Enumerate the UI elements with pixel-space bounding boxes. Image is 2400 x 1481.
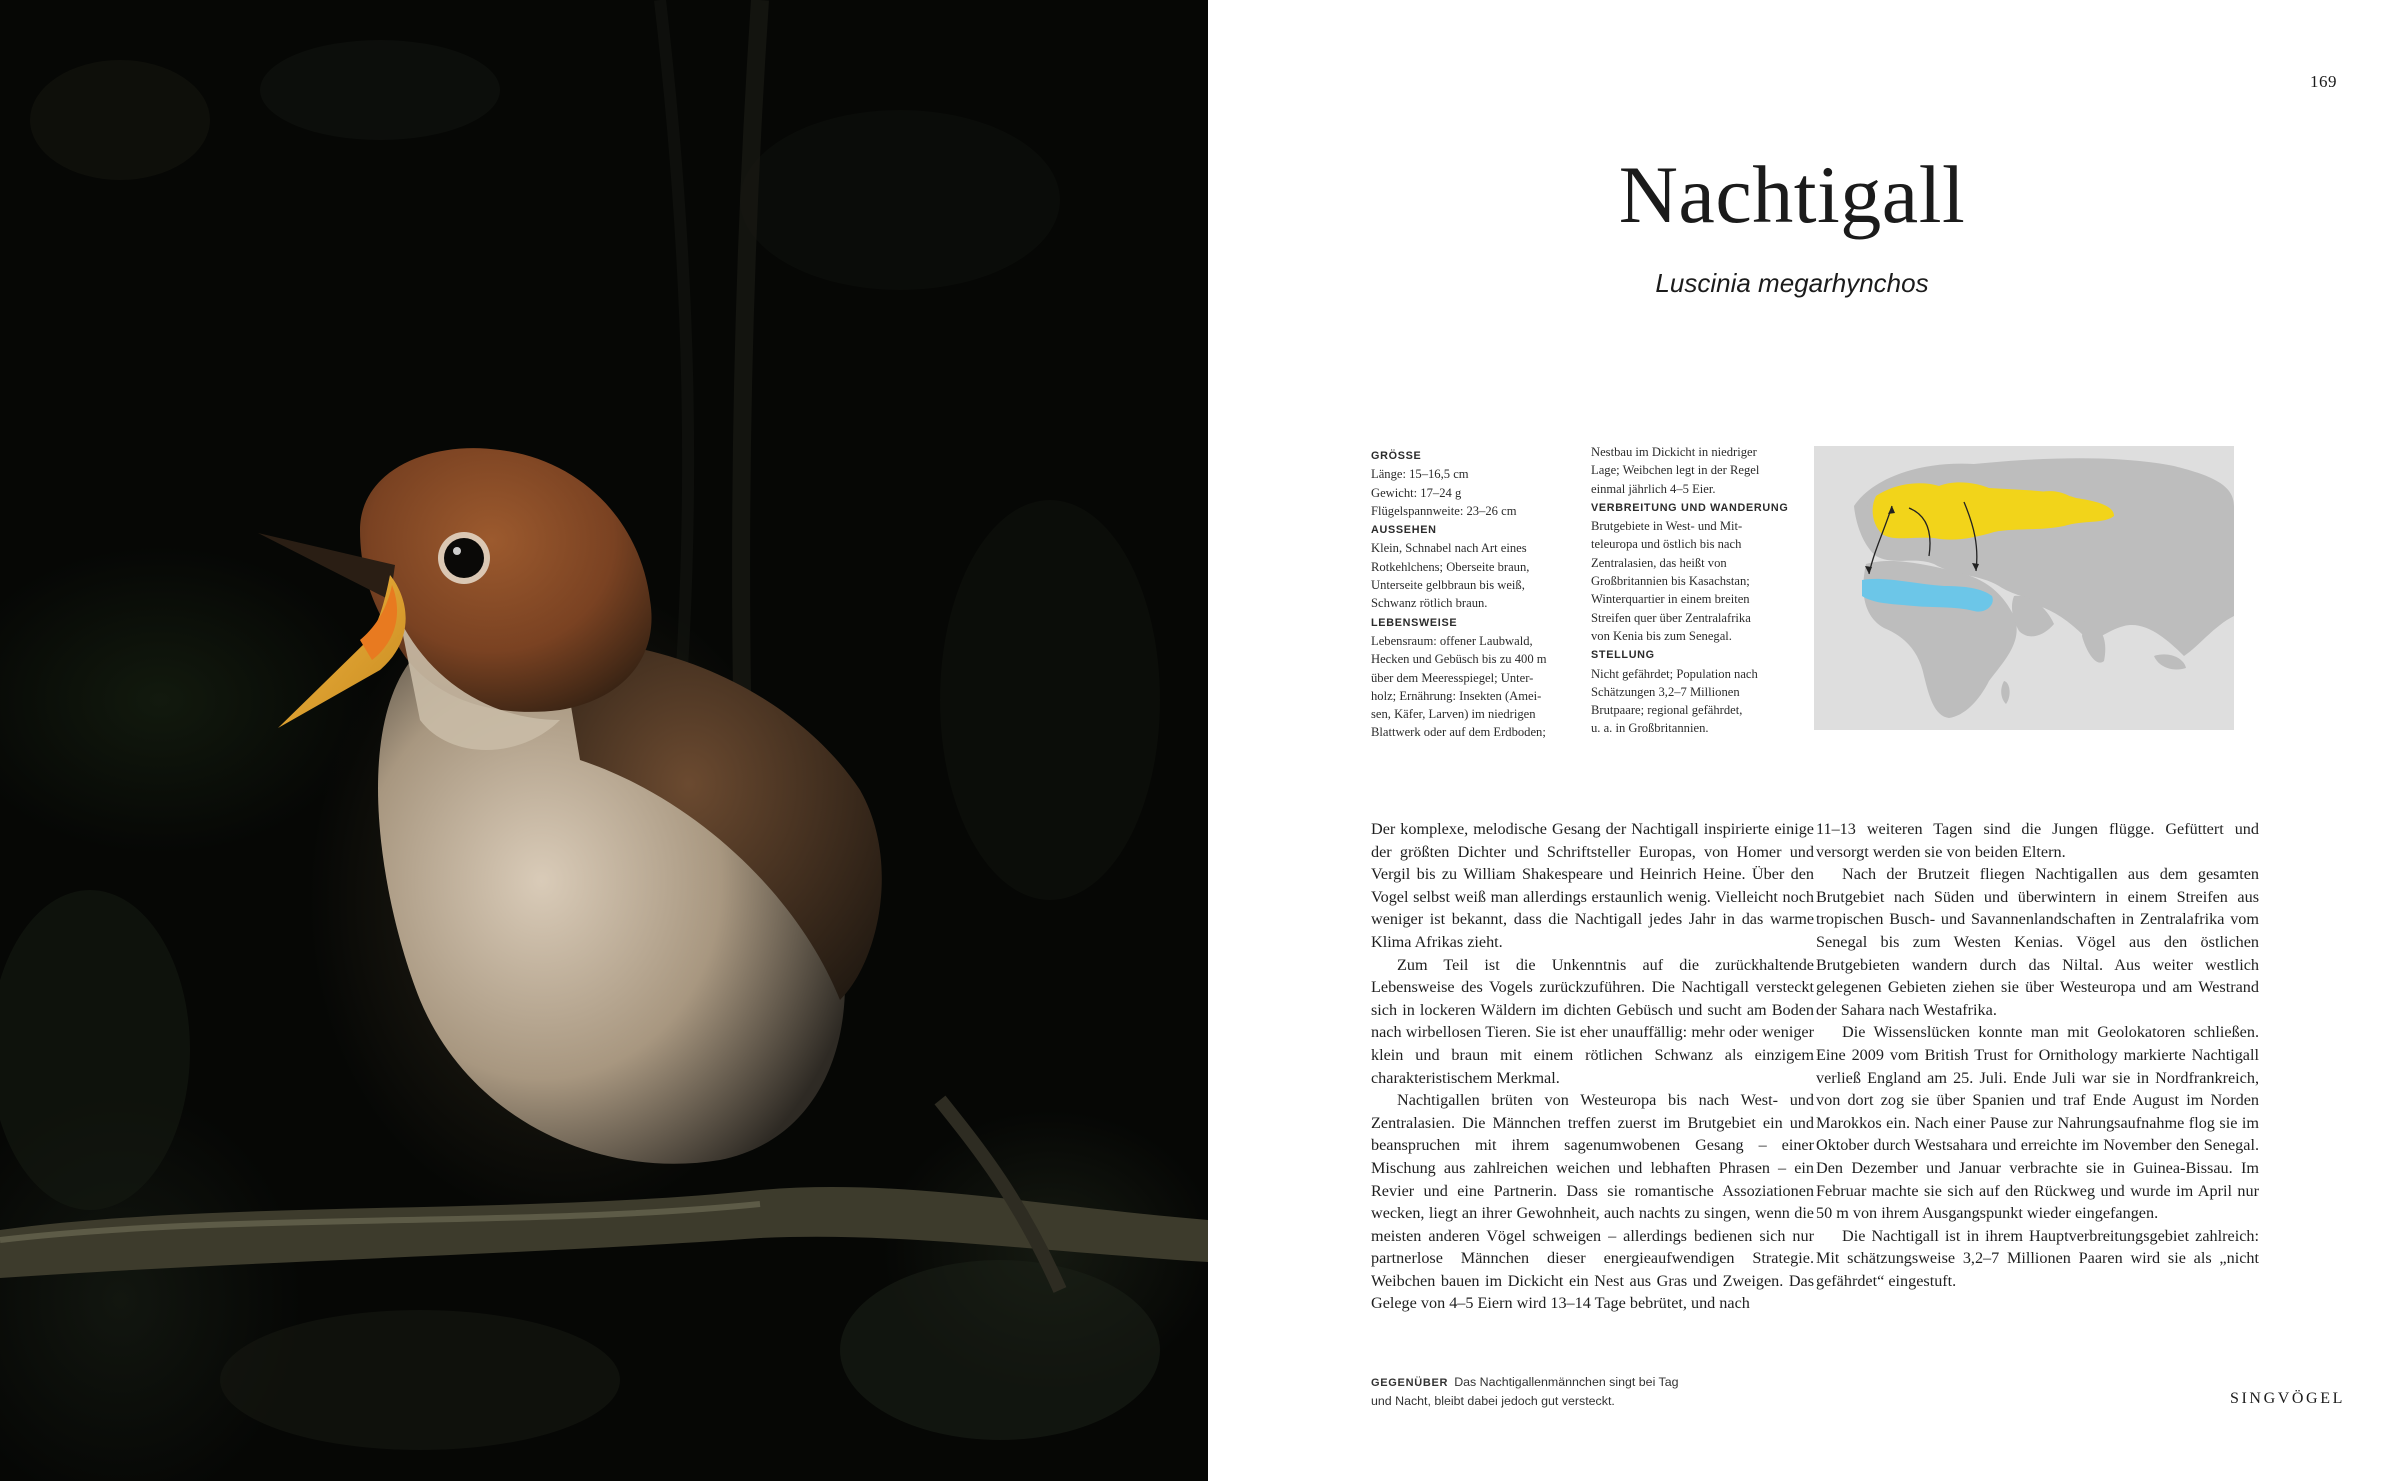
fact-line: Großbritannien bis Kasachstan; [1591, 574, 1750, 589]
scientific-name-text: Luscinia megarhynchos [1655, 268, 1929, 298]
fact-line: Rotkehlchens; Oberseite braun, [1371, 559, 1530, 574]
fact-line: teleuropa und östlich bis nach [1591, 537, 1742, 552]
fact-line: von Kenia bis zum Senegal. [1591, 628, 1732, 643]
fact-line: Nicht gefährdet; Population nach [1591, 666, 1758, 681]
caption-label: GEGENÜBER [1371, 1377, 1449, 1389]
caption-text: Das Nachtigallenmännchen singt bei Tag und Nacht, bleibt dabei jedoch gut versteckt. [1371, 1375, 1679, 1408]
fact-heading: STELLUNG [1591, 649, 1655, 662]
photo-caption [1371, 1373, 1701, 1410]
fact-line: Winterquartier in einem breiten [1591, 592, 1750, 607]
fact-line: Streifen quer über Zentralafrika [1591, 610, 1751, 625]
fact-line: Lebensraum: offener Laubwald, [1371, 633, 1533, 648]
body-paragraph: 11–13 weiteren Tagen sind die Jungen flügge. Gefüttert und versorgt werden sie von beiden Eltern. [1816, 820, 2259, 861]
body-paragraph: Der komplexe, melodische Gesang der Nachtigall inspirierte einige der größten Dichter und Schriftsteller Europas, von Homer und Vergil bis zu William Shakespeare und Heinrich Heine. Über den Vogel selbst weiß man allerdings erstaunlich wenig. Vielleicht noch weniger ist bekannt, dass die Nachtigall jedes Jahr in das warme Klima Afrikas zieht. [1371, 820, 1814, 951]
fact-line: holz; Ernährung: Insekten (Amei- [1371, 688, 1542, 703]
fact-line: sen, Käfer, Larven) im niedrigen [1371, 707, 1536, 722]
fact-line: Flügelspannweite: 23–26 cm [1371, 503, 1517, 518]
title-text: Nachtigall [1618, 149, 1966, 240]
fact-heading: GRÖSSE [1371, 450, 1422, 462]
fact-line: Unterseite gelbbraun bis weiß, [1371, 578, 1525, 593]
fact-line: Schätzungen 3,2–7 Millionen [1591, 684, 1740, 699]
fact-line: Blattwerk oder auf dem Erdboden; [1371, 725, 1546, 740]
fact-heading: AUSSEHEN [1371, 524, 1437, 537]
facts-column-1 [1371, 446, 1571, 742]
fact-line: Gewicht: 17–24 g [1371, 485, 1462, 500]
fact-line: einmal jährlich 4–5 Eier. [1591, 481, 1716, 496]
text-page [1208, 0, 2400, 1481]
body-column-1 [1371, 818, 1814, 1315]
fact-line: Hecken und Gebüsch bis zu 400 m [1371, 652, 1547, 667]
fact-line: Lage; Weibchen legt in der Regel [1591, 463, 1760, 478]
body-paragraph: Nach der Brutzeit fliegen Nachtigallen aus dem gesamten Brutgebiet nach Süden und überwintern in einem Streifen aus tropischen Busch- und Savannenlandschaften in Zentralafrika vom Senegal bis zum Westen Kenias. Vögel aus den östlichen Brutgebieten wandern durch das Niltal. Aus weiter westlich gelegenen Gebieten ziehen sie über Westeuropa und am Westrand der Sahara nach Westafrika. [1816, 865, 2259, 1019]
fact-line: Nestbau im Dickicht in niedriger [1591, 445, 1757, 459]
fact-line: Brutgebiete in West- und Mit- [1591, 519, 1743, 534]
fact-line: Zentralasien, das heißt von [1591, 555, 1727, 570]
fact-line: über dem Meeresspiegel; Unter- [1371, 670, 1534, 685]
fact-line: u. a. in Großbritannien. [1591, 721, 1709, 736]
body-paragraph: Zum Teil ist die Unkenntnis auf die zurückhaltende Lebensweise des Vogels zurückzuführen. Die Nachtigall versteckt sich in lockeren Wäldern im dichten Gebüsch und sucht am Boden nach wirbellosen Tieren. Sie ist eher unauffällig: mehr oder weniger klein und braun mit einem rötlichen Schwanz als einzigem charakteristischem Merkmal. [1371, 955, 1814, 1087]
fact-line: Brutpaare; regional gefährdet, [1591, 703, 1743, 718]
facts-column-2 [1591, 443, 1791, 738]
fact-heading: VERBREITUNG UND WANDERUNG [1591, 501, 1789, 514]
body-paragraph: Die Nachtigall ist in ihrem Hauptverbreitungsgebiet zahlreich: Mit schätzungsweise 3,2–7 Millionen Paaren wird sie als „nicht gefährdet“ eingestuft. [1816, 1226, 2259, 1290]
fact-heading: LEBENSWEISE [1371, 616, 1458, 629]
body-paragraph: Nachtigallen brüten von Westeuropa bis nach West- und Zentralasien. Die Männchen treffen zuerst im Brutgebiet ein und beanspruchen mit ihrem sagenumwobenen Gesang – einer Mischung aus zahlreichen weichen und lebhaften Phrasen – ein Revier und eine Partnerin. Dass sie romantische Assoziationen wecken, liegt an ihrer Gewohnheit, auch nachts zu singen, wenn die meisten anderen Vögel schweigen – allerdings bedienen sich nur partnerlose Männchen dieser energieaufwendigen Strategie. Weibchen bauen im Dickicht ein Nest aus Gras und Zweigen. Das Gelege von 4–5 Eiern wird 13–14 Tage bebrütet, und nach [1371, 1091, 1814, 1313]
page-number: 169 [2310, 72, 2337, 91]
scientific-name [1208, 268, 2400, 299]
fact-line: Schwanz rötlich braun. [1371, 596, 1488, 611]
section-name: SINGVÖGEL [2230, 1390, 2345, 1407]
distribution-map [1814, 446, 2234, 730]
fact-line: Klein, Schnabel nach Art eines [1371, 541, 1527, 556]
distribution-map-svg [1814, 446, 2234, 730]
body-column-2 [1816, 818, 2259, 1292]
fact-line: Länge: 15–16,5 cm [1371, 467, 1469, 482]
body-paragraph: Die Wissenslücken konnte man mit Geolokatoren schließen. Eine 2009 vom British Trust for Ornithology markierte Nachtigall verließ England am 25. Juli. Ende Juli war sie in Nordfrankreich, von dort zog sie über Spanien und traf Ende August im Norden Marokkos ein. Nach einer Pause zur Nahrungsaufnahme flog sie im Oktober durch Westsahara und erreichte im November den Senegal. Den Dezember und Januar verbrachte sie in Guinea-Bissau. Im Februar machte sie sich auf den Rückweg und wurde im April nur 50 m von ihrem Ausgangspunkt wieder eingefangen. [1816, 1023, 2259, 1223]
page-title [1208, 148, 2400, 242]
